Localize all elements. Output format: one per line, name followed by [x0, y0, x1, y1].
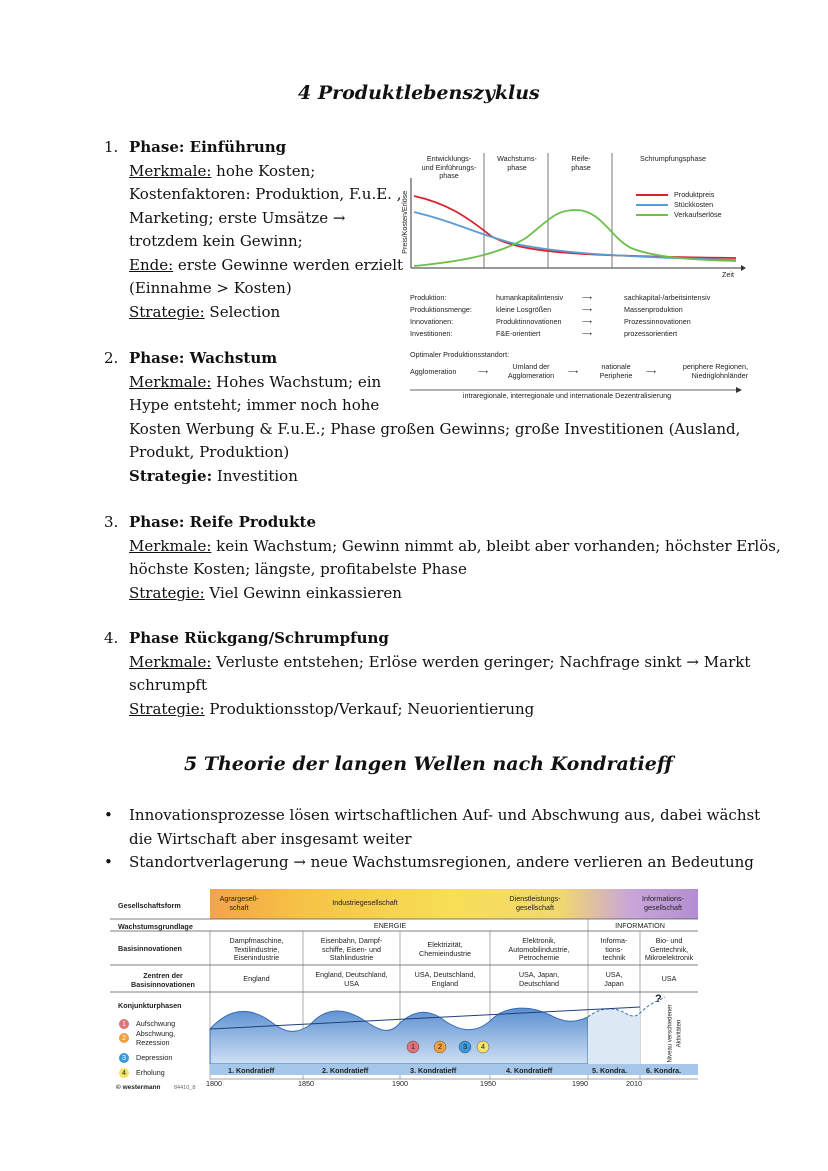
- plc-row: Innovationen: Produktinnovationen ⟶ Prozessinnovationen: [410, 317, 691, 326]
- phase-1-number: 1.: [104, 138, 119, 156]
- phase-1-line: Ende: erste Gewinne werden erzielt: [129, 255, 404, 274]
- wave-label-4: 4. Kondratieff: [506, 1066, 553, 1075]
- list-item: • Standortverlagerung → neue Wachstumsregionen, andere verlieren an Bedeutung: [104, 851, 760, 875]
- plc-legend-cost: Stückkosten: [674, 200, 714, 209]
- legend-num-2: 2: [122, 1033, 126, 1042]
- row-label-centers: Zentren der Basisinnovationen: [131, 971, 195, 989]
- plc-phase-label-2: Wachstums- phase: [497, 154, 537, 172]
- innovation-3: Elektrizität, Chemieindustrie: [419, 940, 471, 958]
- phase-circle-num: 2: [438, 1042, 442, 1051]
- plc-row: Investitionen: F&E-orientiert ⟶ prozessorientiert: [410, 329, 678, 338]
- plc-phase-label-3: Reife- phase: [571, 154, 591, 172]
- plc-y-label: Preis/Kosten/Erlöse: [399, 190, 409, 254]
- kondratieff-figure: [110, 889, 700, 1094]
- kondratieff-chart: [110, 889, 700, 1094]
- phase-circle-num: 3: [463, 1042, 467, 1051]
- bullet-icon: •: [104, 853, 113, 871]
- wave-area: [210, 1008, 588, 1064]
- year-1850: 1850: [298, 1079, 314, 1088]
- year-1990: 1990: [572, 1079, 588, 1088]
- innovation-6: Bio- und Gentechnik, Mikroelektronik: [644, 936, 694, 962]
- innovation-1: Dampfmaschine, Textilindustrie, Eisenindustrie: [229, 936, 284, 962]
- phase-1-line: (Einnahme > Kosten): [129, 279, 292, 297]
- center-3: USA, Deutschland, England: [414, 970, 476, 988]
- phase-2-heading: Phase: Wachstum: [129, 349, 278, 367]
- wave-label-1: 1. Kondratieff: [228, 1066, 275, 1075]
- society-2: Industriegesellschaft: [332, 898, 398, 907]
- plc-location-2: Umland der Agglomeration: [507, 362, 555, 380]
- plc-phase-label-1: Entwicklungs- und Einführungs- phase: [421, 154, 477, 180]
- growth-information: INFORMATION: [615, 921, 665, 930]
- phase-1-line: Marketing; erste Umsätze →: [129, 208, 346, 227]
- center-5: USA, Japan: [604, 970, 624, 988]
- plc-row: Produktion: humankapitalintensiv ⟶ sachkapital-/arbeitsintensiv: [410, 293, 711, 302]
- year-1900: 1900: [392, 1079, 408, 1088]
- plc-location-title: Optimaler Produktionsstandort:: [410, 350, 510, 359]
- publisher-logo: © westermann: [116, 1084, 161, 1091]
- phase-4-line: Merkmale: Verluste entstehen; Erlöse werden geringer; Nachfrage sinkt → Markt: [129, 652, 751, 671]
- arrow-icon: ⟶: [478, 367, 489, 376]
- legend-num-1: 1: [122, 1019, 126, 1028]
- phase-1-line: trotzdem kein Gewinn;: [129, 232, 303, 250]
- wave-label-3: 3. Kondratieff: [410, 1066, 457, 1075]
- phase-2-number: 2.: [104, 349, 119, 367]
- innovation-4: Elektronik, Automobilindustrie, Petrochemie: [508, 936, 570, 962]
- phase-1-strategy: Strategie: Selection: [129, 302, 281, 321]
- legend-label-3: Depression: [136, 1053, 173, 1062]
- arrow-icon: ⟶: [582, 305, 593, 314]
- phase-4-strategy: Strategie: Produktionsstop/Verkauf; Neuorientierung: [129, 699, 535, 718]
- plc-location-3: nationale Peripherie: [599, 362, 633, 380]
- plc-location-1: Agglomeration: [410, 367, 457, 376]
- year-1950: 1950: [480, 1079, 496, 1088]
- side-note: Niveau verschiedener Aktivitäten: [667, 1004, 682, 1063]
- legend-label-4: Erholung: [136, 1068, 165, 1077]
- row-label-growth: Wachstumsgrundlage: [118, 922, 193, 931]
- bullet-list: [104, 804, 760, 875]
- phase-2-line: Merkmale: Hohes Wachstum; ein: [129, 372, 382, 391]
- arrow-icon: ⟶: [582, 329, 593, 338]
- phase-4-heading: Phase Rückgang/Schrumpfung: [129, 629, 389, 647]
- year-1800: 1800: [206, 1079, 222, 1088]
- center-2: England, Deutschland, USA: [315, 970, 388, 988]
- phase-2-line: Hype entsteht; immer noch hohe: [129, 396, 380, 414]
- year-2010: 2010: [626, 1079, 642, 1088]
- phase-4-number: 4.: [104, 629, 119, 647]
- plc-dezentral-arrow: [396, 387, 748, 393]
- plc-row: Produktionsmenge: kleine Losgrößen ⟶ Massenproduktion: [410, 305, 683, 314]
- legend-num-4: 4: [122, 1068, 126, 1077]
- wave-label-6: 6. Kondra.: [646, 1066, 682, 1075]
- phase-1-line: Kostenfaktoren: Produktion, F.u.E. ,: [129, 185, 402, 203]
- plc-attribute-rows: [410, 294, 746, 342]
- society-3: Dienstleistungs- gesellschaft: [509, 894, 561, 912]
- phase-1-heading: Phase: Einführung: [129, 138, 287, 156]
- phase-3-strategy: Strategie: Viel Gewinn einkassieren: [129, 583, 402, 602]
- plc-phase-label-4: Schrumpfungsphase: [640, 154, 706, 163]
- phase-circle-num: 1: [411, 1042, 415, 1051]
- figure-code: 84410_8: [174, 1085, 196, 1091]
- future-question: ?: [655, 993, 662, 1005]
- wave-label-2: 2. Kondratieff: [322, 1066, 369, 1075]
- plc-legend-revenue: Verkaufserlöse: [674, 210, 722, 219]
- arrow-icon: ⟶: [582, 293, 593, 302]
- phase-2-strategy: Strategie: Investition: [129, 466, 298, 485]
- phase-2-line: Kosten Werbung & F.u.E.; Phase großen Gewinns; große Investitionen (Ausland,: [129, 419, 741, 438]
- plc-legend-price: Produktpreis: [674, 190, 715, 199]
- phase-2-line: Produkt, Produktion): [129, 443, 290, 461]
- society-band: [210, 889, 698, 919]
- plc-x-label: Zeit: [722, 270, 734, 279]
- arrow-icon: ⟶: [568, 367, 579, 376]
- plc-location-4: periphere Regionen, Niedriglohnländer: [682, 362, 748, 380]
- society-4: Informations- gesellschaft: [642, 894, 684, 912]
- center-6: USA: [661, 974, 677, 983]
- phase-3-heading: Phase: Reife Produkte: [129, 513, 317, 531]
- row-label-phases: Konjunkturphasen: [118, 1001, 182, 1010]
- plc-dezentral-label: intraregionale, interregionale und internationale Dezentralisierung: [462, 391, 672, 400]
- legend-label-1: Aufschwung: [136, 1019, 176, 1028]
- growth-energy: ENERGIE: [373, 921, 407, 930]
- society-1: Agrargesell- schaft: [219, 894, 259, 912]
- innovation-2: Eisenbahn, Dampf- schiffe, Eisen- und Stahlindustrie: [320, 936, 383, 962]
- arrow-icon: ⟶: [582, 317, 593, 326]
- phase-circle-num: 4: [481, 1042, 485, 1051]
- legend-label-2: Abschwung, Rezession: [136, 1029, 176, 1047]
- plc-figure: [396, 148, 748, 398]
- bullet-icon: •: [104, 806, 113, 824]
- phase-4-line: schrumpft: [129, 676, 207, 694]
- phase-3-line: höchste Kosten; längste, profitabelste Phase: [129, 560, 467, 578]
- center-4: USA, Japan, Deutschland: [518, 970, 560, 988]
- row-label-innovations: Basisinnovationen: [118, 944, 182, 953]
- wave-area-future: [588, 1009, 640, 1064]
- arrow-icon: ⟶: [646, 367, 657, 376]
- section-4-title: 4 Produktlebenszyklus: [298, 82, 540, 104]
- legend-num-3: 3: [122, 1053, 126, 1062]
- list-item: • Innovationsprozesse lösen wirtschaftlichen Auf- und Abschwung aus, dabei wächst die Wirtschaft aber insgesamt weiter: [104, 806, 761, 848]
- row-label-society: Gesellschaftsform: [118, 901, 181, 910]
- wave-label-5: 5. Kondra.: [592, 1066, 628, 1075]
- section-5-title: 5 Theorie der langen Wellen nach Kondratieff: [184, 753, 673, 775]
- phase-3-line: Merkmale: kein Wachstum; Gewinn nimmt ab, bleibt aber vorhanden; höchster Erlös,: [129, 536, 781, 555]
- phase-3-number: 3.: [104, 513, 119, 531]
- innovation-5: Informa- tions- technik: [600, 936, 628, 962]
- phase-1-line: Merkmale: hohe Kosten;: [129, 161, 316, 180]
- center-1: England: [243, 974, 270, 983]
